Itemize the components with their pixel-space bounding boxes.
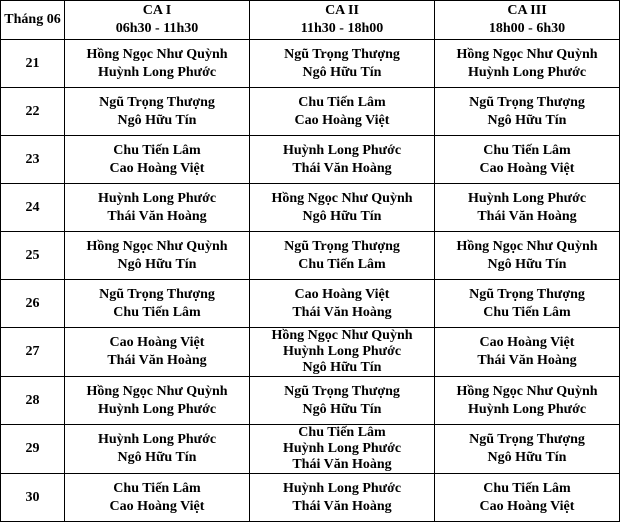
shift-3-name: CA III — [507, 3, 547, 18]
shift-1-cell — [65, 232, 250, 280]
staff-name: Huỳnh Long Phước — [282, 344, 402, 359]
shift-1-name: CA I — [142, 3, 172, 18]
staff-name: Hồng Ngọc Như Quỳnh — [86, 238, 228, 254]
staff-name: Hồng Ngọc Như Quỳnh — [271, 190, 413, 206]
day-cell: 21 — [1, 40, 65, 88]
day-row — [1, 377, 620, 425]
shift-1-cell — [65, 425, 250, 474]
staff-name: Ngô Hữu Tín — [302, 64, 382, 80]
staff-name: Huỳnh Long Phước — [282, 441, 402, 456]
staff-name: Chu Tiến Lâm — [298, 94, 386, 110]
staff-name: Chu Tiến Lâm — [483, 304, 571, 320]
shift-1-header — [65, 1, 250, 40]
staff-name: Cao Hoàng Việt — [479, 498, 575, 514]
staff-name: Thái Văn Hoàng — [292, 304, 392, 320]
staff-name: Thái Văn Hoàng — [107, 208, 207, 224]
staff-name: Huỳnh Long Phước — [467, 401, 587, 417]
shift-1-cell — [65, 474, 250, 522]
staff-name: Huỳnh Long Phước — [282, 142, 402, 158]
staff-name: Huỳnh Long Phước — [97, 64, 217, 80]
staff-name: Cao Hoàng Việt — [294, 286, 390, 302]
staff-name: Ngũ Trọng Thượng — [284, 46, 400, 62]
shift-1-cell — [65, 328, 250, 377]
staff-name: Cao Hoàng Việt — [109, 498, 205, 514]
shift-1-cell — [65, 184, 250, 232]
shift-3-cell — [435, 88, 620, 136]
staff-name: Huỳnh Long Phước — [97, 432, 217, 447]
staff-name: Thái Văn Hoàng — [107, 353, 207, 368]
staff-name: Chu Tiến Lâm — [483, 480, 571, 496]
day-row — [1, 328, 620, 377]
staff-name: Hồng Ngọc Như Quỳnh — [456, 46, 598, 62]
staff-name: Huỳnh Long Phước — [467, 64, 587, 80]
staff-name: Ngũ Trọng Thượng — [99, 94, 215, 110]
staff-name: Thái Văn Hoàng — [292, 160, 392, 176]
shift-3-cell — [435, 377, 620, 425]
shift-2-cell — [250, 136, 435, 184]
staff-name: Ngũ Trọng Thượng — [99, 286, 215, 302]
day-cell: 28 — [1, 377, 65, 425]
staff-name: Thái Văn Hoàng — [292, 457, 392, 472]
staff-name: Thái Văn Hoàng — [477, 208, 577, 224]
staff-name: Ngũ Trọng Thượng — [469, 94, 585, 110]
shift-3-cell — [435, 232, 620, 280]
shift-2-cell — [250, 40, 435, 88]
staff-name: Ngô Hữu Tín — [302, 360, 382, 375]
shift-3-cell — [435, 474, 620, 522]
day-cell: 22 — [1, 88, 65, 136]
staff-name: Ngô Hữu Tín — [117, 256, 197, 272]
staff-name: Ngũ Trọng Thượng — [284, 383, 400, 399]
day-cell: 29 — [1, 425, 65, 474]
shift-2-cell — [250, 328, 435, 377]
shift-2-cell — [250, 425, 435, 474]
shift-2-cell — [250, 232, 435, 280]
day-row — [1, 184, 620, 232]
staff-name: Cao Hoàng Việt — [479, 160, 575, 176]
shift-2-cell — [250, 377, 435, 425]
day-row — [1, 232, 620, 280]
staff-name: Hồng Ngọc Như Quỳnh — [456, 383, 598, 399]
shift-3-cell — [435, 425, 620, 474]
staff-name: Ngô Hữu Tín — [117, 450, 197, 465]
header-row — [1, 1, 620, 40]
shift-1-cell — [65, 377, 250, 425]
staff-name: Huỳnh Long Phước — [467, 190, 587, 206]
staff-name: Cao Hoàng Việt — [109, 160, 205, 176]
staff-name: Ngũ Trọng Thượng — [469, 286, 585, 302]
staff-name: Chu Tiến Lâm — [113, 480, 201, 496]
shift-3-cell — [435, 328, 620, 377]
shift-3-cell — [435, 136, 620, 184]
shift-1-cell — [65, 40, 250, 88]
staff-name: Hồng Ngọc Như Quỳnh — [86, 383, 228, 399]
staff-name: Hồng Ngọc Như Quỳnh — [271, 328, 413, 343]
staff-name: Hồng Ngọc Như Quỳnh — [86, 46, 228, 62]
staff-name: Chu Tiến Lâm — [298, 256, 386, 272]
staff-name: Ngũ Trọng Thượng — [469, 432, 585, 447]
day-row — [1, 280, 620, 328]
shift-1-cell — [65, 88, 250, 136]
day-row — [1, 425, 620, 474]
staff-name: Cao Hoàng Việt — [109, 335, 205, 350]
staff-name: Chu Tiến Lâm — [483, 142, 571, 158]
day-cell: 25 — [1, 232, 65, 280]
shift-2-cell — [250, 88, 435, 136]
shift-3-cell — [435, 184, 620, 232]
day-cell: 26 — [1, 280, 65, 328]
shift-1-cell — [65, 136, 250, 184]
shift-2-cell — [250, 280, 435, 328]
month-header: Tháng 06 — [1, 1, 65, 40]
staff-name: Ngô Hữu Tín — [302, 401, 382, 417]
staff-name: Huỳnh Long Phước — [97, 401, 217, 417]
shift-2-name: CA II — [325, 3, 359, 18]
staff-name: Ngô Hữu Tín — [487, 450, 567, 465]
staff-name: Cao Hoàng Việt — [294, 112, 390, 128]
staff-name: Chu Tiến Lâm — [113, 142, 201, 158]
staff-name: Chu Tiến Lâm — [113, 304, 201, 320]
staff-name: Chu Tiến Lâm — [298, 425, 386, 440]
shift-3-time: 18h00 - 6h30 — [488, 21, 566, 36]
shift-3-cell — [435, 280, 620, 328]
day-cell: 27 — [1, 328, 65, 377]
day-cell: 30 — [1, 474, 65, 522]
day-cell: 24 — [1, 184, 65, 232]
staff-name: Thái Văn Hoàng — [292, 498, 392, 514]
shift-2-time: 11h30 - 18h00 — [300, 21, 384, 36]
staff-name: Ngô Hữu Tín — [487, 112, 567, 128]
day-row — [1, 88, 620, 136]
schedule-body — [1, 40, 620, 522]
shift-1-cell — [65, 280, 250, 328]
day-row — [1, 474, 620, 522]
day-row — [1, 136, 620, 184]
shift-3-header — [435, 1, 620, 40]
shift-2-header — [250, 1, 435, 40]
shift-2-cell — [250, 474, 435, 522]
staff-name: Huỳnh Long Phước — [282, 480, 402, 496]
staff-name: Huỳnh Long Phước — [97, 190, 217, 206]
staff-name: Thái Văn Hoàng — [477, 353, 577, 368]
day-row — [1, 40, 620, 88]
staff-name: Ngô Hữu Tín — [487, 256, 567, 272]
shift-2-cell — [250, 184, 435, 232]
staff-name: Ngô Hữu Tín — [117, 112, 197, 128]
staff-name: Cao Hoàng Việt — [479, 335, 575, 350]
shift-3-cell — [435, 40, 620, 88]
staff-name: Hồng Ngọc Như Quỳnh — [456, 238, 598, 254]
staff-name: Ngô Hữu Tín — [302, 208, 382, 224]
staff-name: Ngũ Trọng Thượng — [284, 238, 400, 254]
shift-1-time: 06h30 - 11h30 — [115, 21, 199, 36]
day-cell: 23 — [1, 136, 65, 184]
